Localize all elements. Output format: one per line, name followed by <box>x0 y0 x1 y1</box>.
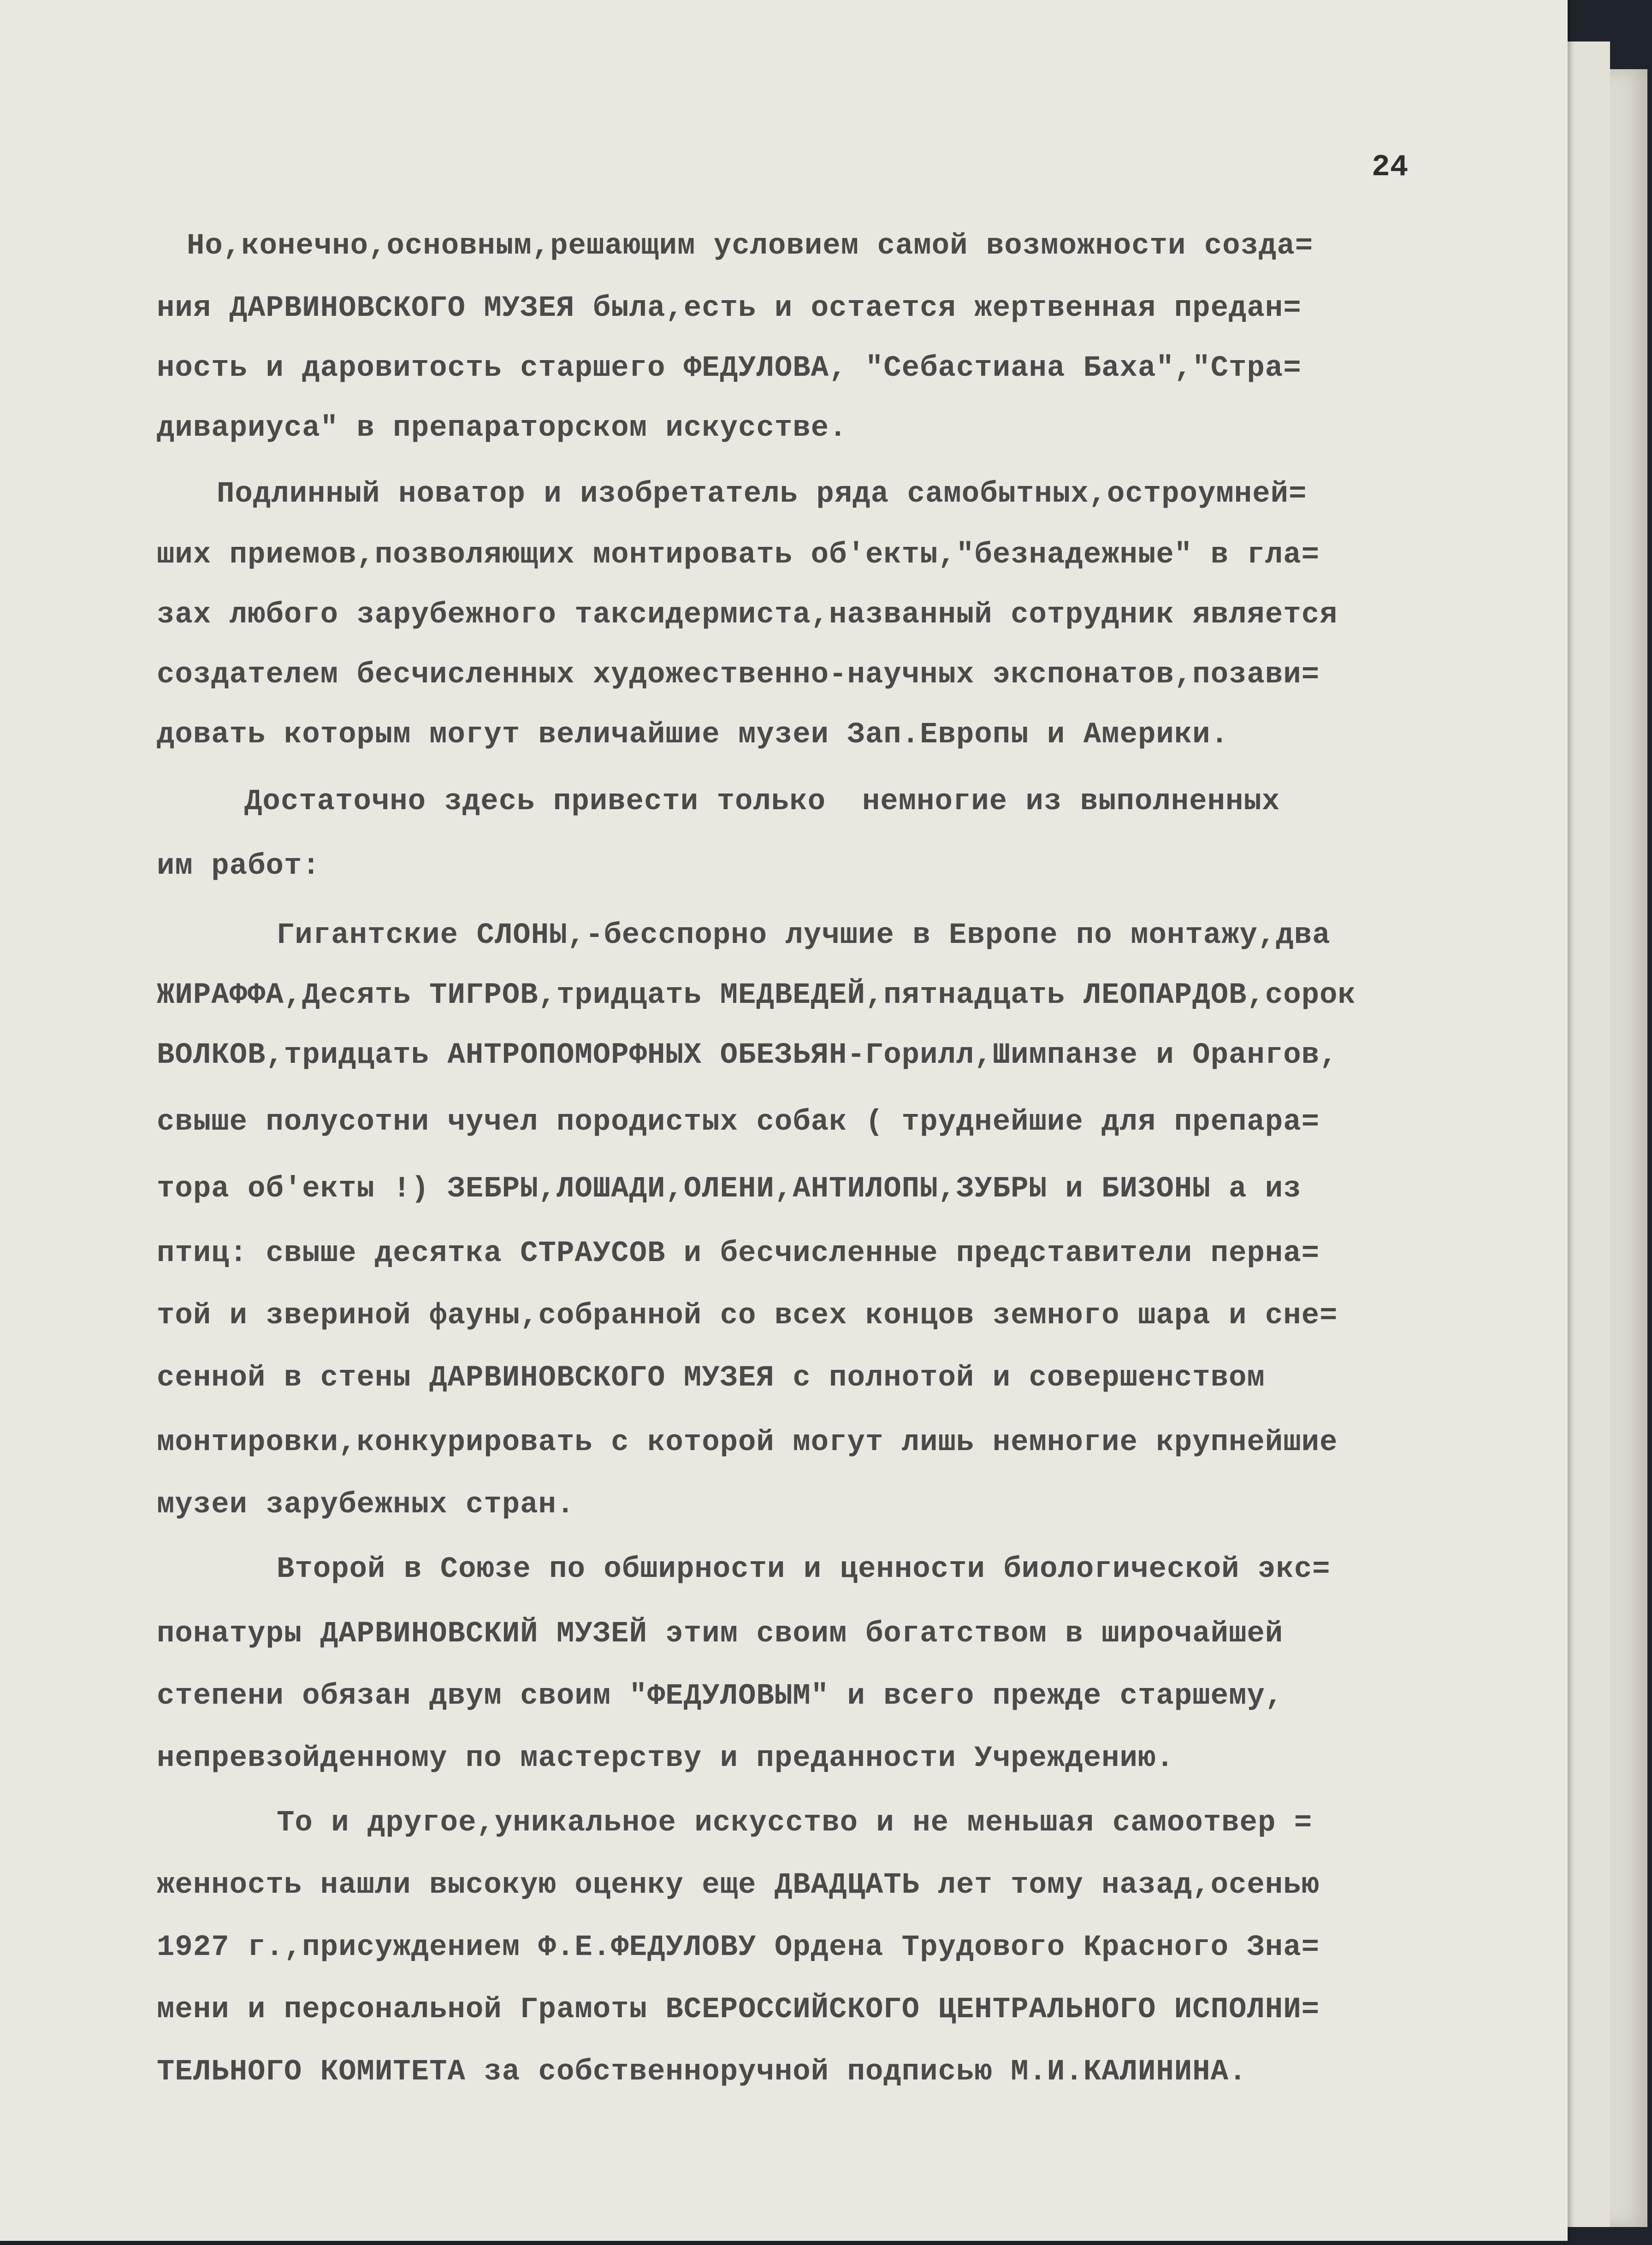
text-line: ВОЛКОВ,тридцать АНТРОПОМОРФНЫХ ОБЕЗЬЯН-Горилл,Шимпанзе и Орангов, <box>157 1039 1338 1072</box>
text-line: дивариуса" в препараторском искусстве. <box>157 412 847 445</box>
text-line: ЖИРАФФА,Десять ТИГРОВ,тридцать МЕДВЕДЕЙ,пятнадцать ЛЕОПАРДОВ,сорок <box>157 979 1356 1012</box>
text-line: монтировки,конкурировать с которой могут лишь немногие крупнейшие <box>157 1426 1338 1459</box>
text-line: непревзойденному по мастерству и преданности Учреждению. <box>157 1742 1174 1775</box>
text-line: им работ: <box>157 850 320 883</box>
text-line: тора об'екты !) ЗЕБРЫ,ЛОШАДИ,ОЛЕНИ,АНТИЛОПЫ,ЗУБРЫ и БИЗОНЫ а из <box>157 1173 1302 1206</box>
text-line: музеи зарубежных стран. <box>157 1488 575 1522</box>
text-line: птиц: свыше десятка СТРАУСОВ и бесчисленные представители перна= <box>157 1237 1320 1270</box>
text-line: создателем бесчисленных художественно-научных экспонатов,позави= <box>157 658 1320 692</box>
text-line: сенной в стены ДАРВИНОВСКОГО МУЗЕЯ с полнотой и совершенством <box>157 1362 1265 1395</box>
page-number: 24 <box>1372 150 1409 184</box>
text-line: ТЕЛЬНОГО КОМИТЕТА за собственноручной подписью М.И.КАЛИНИНА. <box>157 2055 1247 2089</box>
text-line: 1927 г.,присуждением Ф.Е.ФЕДУЛОВУ Ордена Трудового Красного Зна= <box>157 1931 1320 1964</box>
text-line: Гигантские СЛОНЫ,-бесспорно лучшие в Европе по монтажу,два <box>277 919 1331 952</box>
text-line: Второй в Союзе по обширности и ценности биологической экс= <box>277 1553 1331 1586</box>
text-line: ность и даровитость старшего ФЕДУЛОВА, "Себастиана Баха","Стра= <box>157 352 1302 385</box>
text-line: степени обязан двум своим "ФЕДУЛОВЫМ" и всего прежде старшему, <box>157 1680 1284 1713</box>
text-line: мени и персональной Грамоты ВСЕРОССИЙСКОГО ЦЕНТРАЛЬНОГО ИСПОЛНИ= <box>157 1993 1320 2026</box>
text-line: довать которым могут величайшие музеи Зап.Европы и Америки. <box>157 718 1229 752</box>
text-line: Но,конечно,основным,решающим условием самой возможности созда= <box>187 230 1314 263</box>
text-line: свыше полусотни чучел породистых собак ( труднейшие для препара= <box>157 1106 1320 1139</box>
text-line: ния ДАРВИНОВСКОГО МУЗЕЯ была,есть и остается жертвенная предан= <box>157 292 1302 325</box>
text-line: понатуры ДАРВИНОВСКИЙ МУЗЕЙ этим своим богатством в широчайшей <box>157 1617 1284 1651</box>
text-line: женность нашли высокую оценку еще ДВАДЦАТЬ лет тому назад,осенью <box>157 1869 1320 1902</box>
text-line: зах любого зарубежного таксидермиста,названный сотрудник является <box>157 598 1338 632</box>
text-line: Достаточно здесь привести только немногие из выполненных <box>244 785 1280 818</box>
text-line: той и звериной фауны,собранной со всех концов земного шара и сне= <box>157 1299 1338 1333</box>
text-line: Подлинный новатор и изобретатель ряда самобытных,остроумней= <box>217 478 1307 511</box>
text-line: ших приемов,позволяющих монтировать об'екты,"безнадежные" в гла= <box>157 539 1320 572</box>
text-line: То и другое,уникальное искусство и не меньшая самоотвер = <box>277 1807 1313 1840</box>
